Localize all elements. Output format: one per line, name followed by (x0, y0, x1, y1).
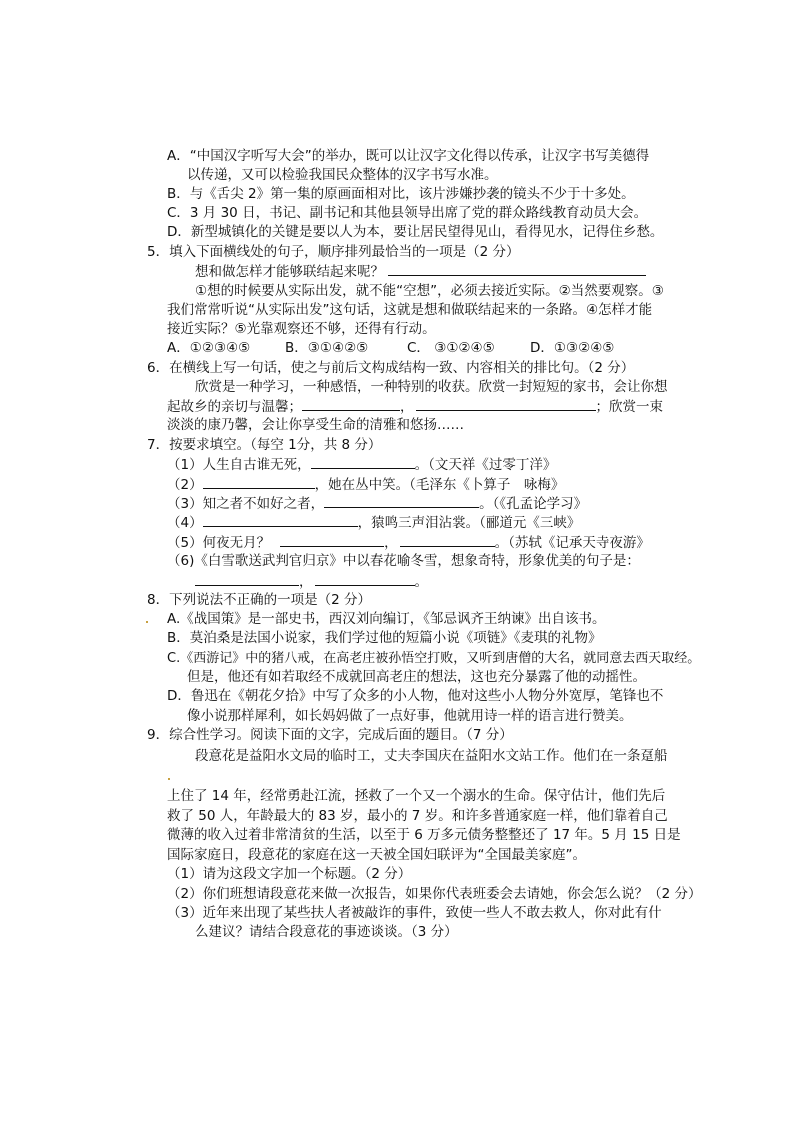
q9-passage-1: 段意花是益阳水文局的临时工，丈夫李国庆在益阳水文站工作。他们在一条趸船 (195, 748, 668, 764)
q9-sub-1: （1）请为这段文字加一个标题。（2 分） (167, 866, 412, 882)
q7-source: ，她在丛中笑。（毛泽东《卜算子 咏梅》 (314, 477, 565, 493)
q5-option-a: A．①②③④⑤ (167, 340, 251, 356)
q6-passage-3: 淡淡的康乃馨，会让你享受生命的清雅和悠扬…… (167, 417, 464, 433)
q4-option-a: A．“中国汉字听写大会”的举办，既可以让汉字文化得以传承，让汉字书写美德得 (167, 148, 650, 164)
q5-option-c: C． ③①②④⑤ (407, 340, 495, 356)
q7-text: （1）人生自古谁无死， (167, 457, 311, 473)
q7-comma: ， (384, 535, 398, 551)
q7-period: 。 (414, 574, 428, 590)
q7-item-4 (167, 514, 580, 532)
q7-item-2 (167, 476, 564, 494)
q9-sub-3-cont: 么建议？请结合段意花的事迹谈谈。（3 分） (195, 924, 458, 940)
q5-stem: 5．填入下面横线处的句子，顺序排列最恰当的一项是（2 分） (147, 244, 520, 260)
answer-blank[interactable] (203, 514, 358, 527)
q6-passage-2 (167, 398, 663, 416)
answer-blank[interactable] (311, 456, 415, 469)
answer-blank[interactable] (302, 398, 400, 411)
q5-prompt-text: 想和做怎样才能够联结起来呢？ (195, 264, 384, 280)
q7-text: （5）何夜无月？ (167, 535, 271, 551)
q9-passage-4: 微薄的收入过着非常清贫的生活，以至于 6 万多元债务整整还了 17 年。5 月 15 日是 (167, 827, 681, 843)
q8-option-c: C.《西游记》中的猪八戒，在高老庄被孙悟空打败，又听到唐僧的大名，就同意去西天取经。 (167, 651, 701, 666)
q5-passage-2: 我们常常听说“从实际出发”这句话，这就是想和做联结起来的一条路。④怎样才能 (167, 302, 653, 318)
q7-source: ，猿鸣三声泪沾裳。（郦道元《三峡》 (357, 515, 581, 531)
q8-option-b: B．莫泊桑是法国小说家，我们学过他的短篇小说《项链》《麦琪的礼物》 (167, 630, 602, 646)
q6-comma: ， (400, 399, 414, 415)
q9-passage-5: 国际家庭日，段意花的家庭在这一天被全国妇联评为“全国最美家庭”。 (167, 847, 586, 863)
q7-source: 。（《孔孟论学习》 (479, 496, 588, 512)
q7-item-1 (167, 456, 556, 474)
q5-prompt (195, 263, 646, 281)
q9-passage-2: 上住了 14 年，经常勇赴江流，拯救了一个又一个溺水的生命。保守估计，他们先后 (167, 788, 666, 804)
q5-option-b: B．③①④②⑤ (285, 340, 369, 356)
q8-option-d: D．鲁迅在《朝花夕拾》中写了众多的小人物，他对这些小人物分外宽厚，笔锋也不 (167, 688, 664, 704)
answer-blank[interactable] (195, 573, 299, 586)
q8-option-d-cont: 像小说那样犀利，如长妈妈做了一点好事，他就用诗一样的语言进行赞美。 (187, 708, 633, 724)
q6-text: 起故乡的亲切与温馨； (167, 399, 302, 415)
q7-text: （2） (167, 477, 203, 493)
q8-option-a: A.《战国策》是一部史书，西汉刘向编订，《邹忌讽齐王纳谏》出自该书。 (167, 611, 606, 627)
q8-option-c-cont: 但是，他还有如若取经不成就回高老庄的想法，这也充分暴露了他的动摇性。 (187, 669, 646, 685)
q4-option-b: B．与《舌尖 2》第一集的原画面相对比，该片涉嫌抄袭的镜头不少于十多处。 (167, 186, 635, 202)
q5-passage-1: ①想的时候要从实际出发，就不能“空想”，必须去接近实际。②当然要观察。③ (195, 283, 664, 299)
q4-option-c: C．3 月 30 日，书记、副书记和其他县领导出席了党的群众路线教育动员大会。 (167, 205, 648, 221)
q5-option-d: D．①③②④⑤ (530, 340, 615, 356)
q5-passage-3: 接近实际？⑤光靠观察还不够，还得有行动。 (167, 321, 436, 337)
answer-blank[interactable] (400, 534, 495, 547)
q9-sub-3: （3）近年来出现了某些扶人者被敲诈的事件，致使一些人不敢去救人，你对此有什 (167, 905, 662, 921)
q9-sub-2: （2）你们班想请段意花来做一次报告，如果你代表班委会去请她，你会怎么说？（2 分） (167, 886, 702, 902)
q8-stem: 8．下列说法不正确的一项是（2 分） (147, 592, 371, 608)
q7-stem: 7．按要求填空。（每空 1分，共 8 分） (147, 437, 382, 453)
q7-source: 。（文天祥《过零丁洋》 (414, 457, 557, 473)
q7-source: 。（苏轼《记承天寺夜游》 (494, 535, 650, 551)
answer-blank[interactable] (388, 263, 646, 276)
q5-options (167, 340, 614, 357)
q4-option-a-cont: 以传递，又可以检验我国民众整体的汉字书写水准。 (187, 167, 498, 183)
answer-blank[interactable] (324, 495, 479, 508)
q6-passage-1: 欣赏是一种学习，一种感悟，一种特别的收获。欣赏一封短短的家书，会让你想 (195, 379, 668, 395)
q9-stem: 9．综合性学习。阅读下面的文字，完成后面的题目。（7 分） (147, 727, 513, 743)
answer-blank[interactable] (315, 573, 415, 586)
q6-text: ；欣赏一束 (595, 399, 663, 415)
q7-text: （4） (167, 515, 203, 531)
q7-item-5 (167, 534, 650, 552)
q7-item-6-blanks (195, 573, 428, 591)
q7-item-6: （6)《白雪歌送武判官归京》中以春花喻冬雪，想象奇特，形象优美的句子是： (167, 553, 640, 569)
q7-comma: ， (299, 574, 313, 590)
answer-blank[interactable] (203, 476, 315, 489)
q4-option-d: D．新型城镇化的关键是要以人为本，要让居民望得见山，看得见水，记得住乡愁。 (167, 224, 664, 240)
answer-blank[interactable] (416, 398, 596, 411)
q6-stem: 6．在横线上写一句话，使之与前后文构成结构一致、内容相关的排比句。（2 分） (147, 360, 635, 376)
stray-mark (146, 621, 148, 623)
answer-blank[interactable] (280, 534, 384, 547)
stray-mark (168, 778, 170, 780)
q7-text: （3）知之者不如好之者， (167, 496, 325, 512)
q7-item-3 (167, 495, 587, 513)
q9-passage-3: 救了 50 人，年龄最大的 83 岁，最小的 7 岁。和许多普通家庭一样，他们靠着自己 (167, 808, 668, 824)
